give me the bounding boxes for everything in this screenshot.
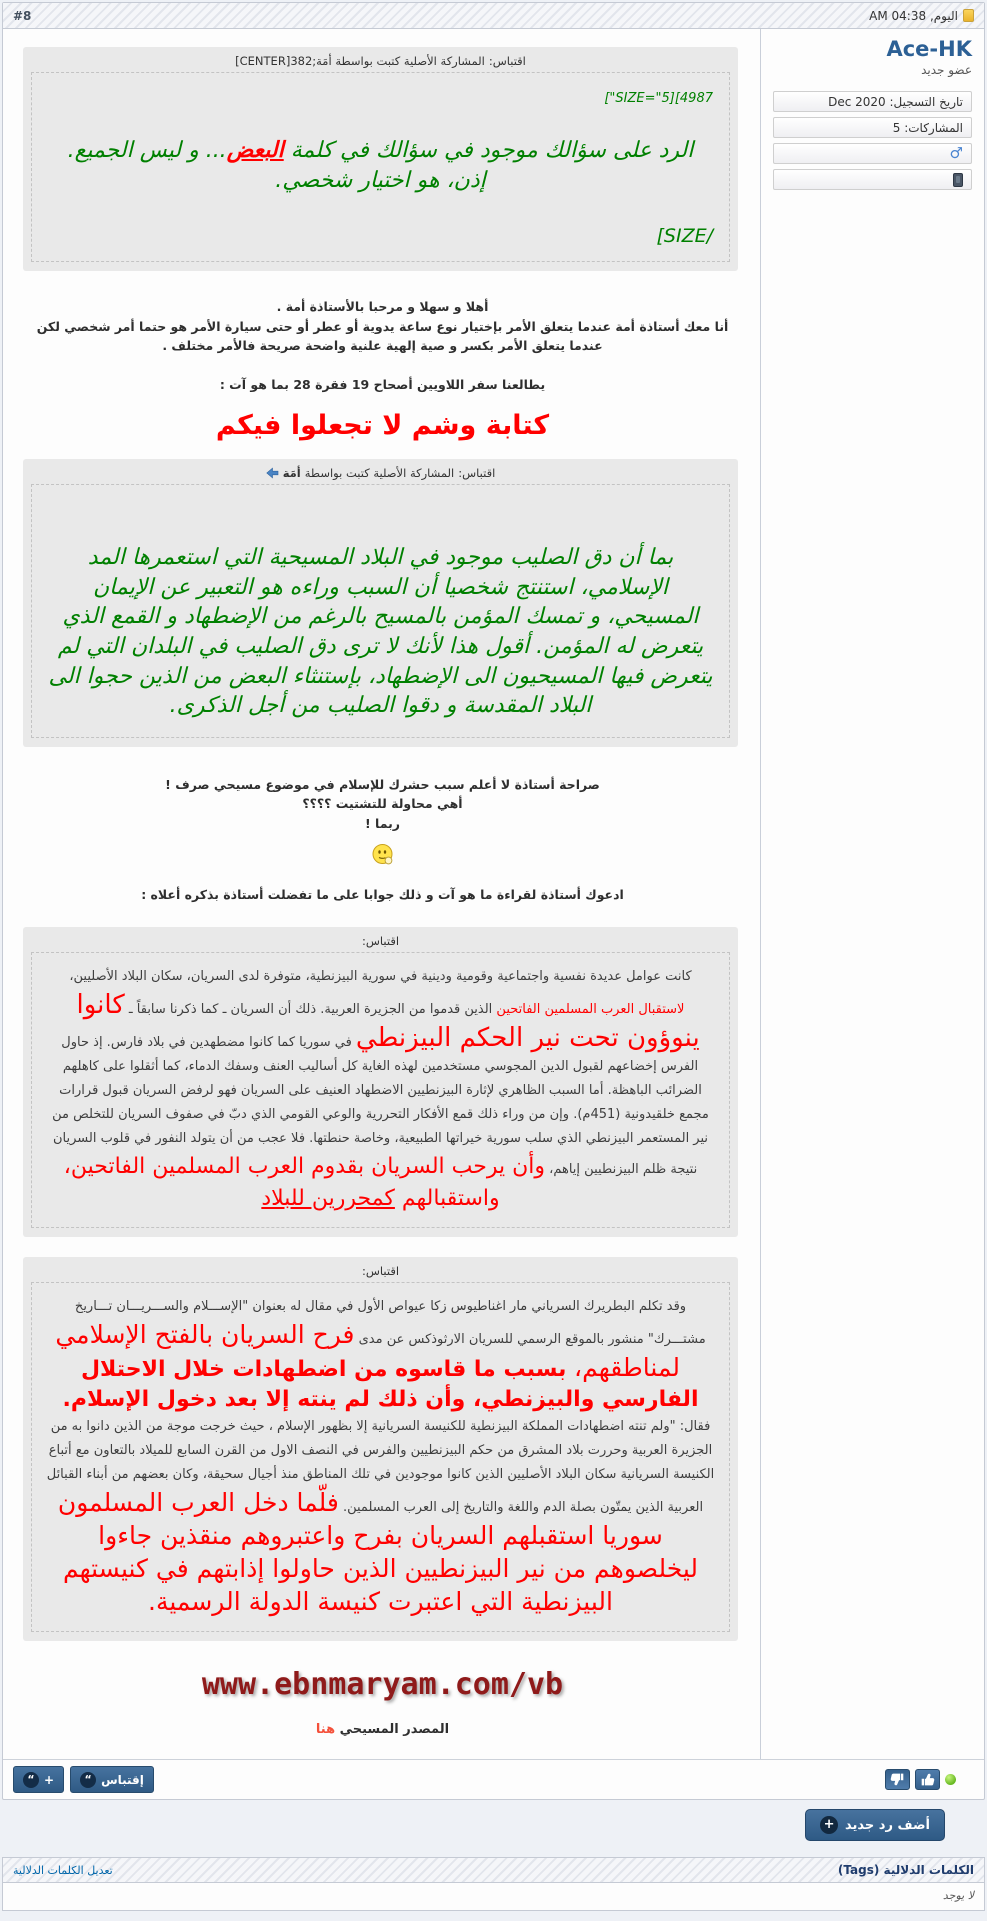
tags-section bbox=[2, 1857, 985, 1911]
tags-header-bar bbox=[3, 1858, 984, 1883]
quote-4-seg-1: وقد تكلم البطريرك السرياني مار اغناطيوس زكا عيواص الأول في مقال له بعنوان "الإســـلام والســـريـــان تـــاريخ مشتـــرك" منشور بالموقع الرسمي للسريان الارثوذكس عن مدى bbox=[74, 1298, 706, 1347]
quote-buttons bbox=[13, 1766, 154, 1793]
quote-4-title bbox=[31, 1261, 730, 1282]
bbcode-open-tag: ["SIZE="5][4987 bbox=[604, 91, 713, 106]
post-container bbox=[2, 2, 985, 1800]
quote-1-title bbox=[31, 51, 730, 72]
quote-4-seg-red-big: فرح السريان بالفتح الإسلامي لمناطقهم، bbox=[55, 1319, 681, 1382]
add-reply-button[interactable] bbox=[805, 1809, 945, 1841]
thumbs-up-button[interactable] bbox=[915, 1769, 940, 1790]
quote-4-seg-2: فقال: " bbox=[669, 1418, 711, 1434]
verse-text: كتابة وشم لا تجعلوا فيكم bbox=[215, 409, 550, 441]
quote-1-label: اقتباس: bbox=[488, 54, 526, 68]
thumbs-down-button[interactable] bbox=[885, 1769, 910, 1790]
post-header-bar bbox=[3, 3, 984, 29]
quote-2-label: اقتباس: bbox=[458, 465, 496, 480]
quote-4-body bbox=[31, 1282, 730, 1633]
post-row bbox=[3, 29, 984, 1759]
post-timestamp: اليوم, 04:38 AM bbox=[869, 8, 958, 23]
question-line-2: أهي محاولة للتشتيت ؟؟؟؟ bbox=[302, 796, 463, 812]
quote-1-text-pre: الرد على سؤالك موجود في سؤالك في كلمة bbox=[283, 138, 694, 163]
user-sidebar bbox=[760, 29, 984, 1759]
quote-2-text: بما أن دق الصليب موجود في البلاد المسيحية التي استعمرها المد الإسلامي، استنتج شخصيا أن السبب وراءه هو التعبير عن الإيمان المسيحي، و تمسك المؤمن بالمسيح بالرغم من الإضطهاد و القمع الذي يتعرض له المؤمن. أقول هذا لأنك لا ترى دق الصليب في البلدان التي لم يتعرض فيها المسيحيون الى الإضطهاد، بإستنثاء البعض من الذين حجوا الى البلاد المقدسة و دقوا الصليب من أجل الذكرى. bbox=[48, 544, 713, 719]
quote-3-seg-3: في سوريا كما كانوا مضطهدين في بلاد فارس. إذ حاول الفرس إخضاعهم لقبول الدين المجوسي مستخدمين لهذه الغاية كل أساليب العنف وسفك الدماء، كما أثقلوا على كاهلهم الضرائب الباهظة. أما السبب الظاهري لإثارة البيزنطيين الاضطهاد العنيف على السريان فهو لرفض السريان قبول قرارات مجمع خلقيدونية (451م). وإن من وراء ذلك قمع الأفكار التحررية والوعي القومي الذي دبّ في صفوف السريان للتخلص من نير المستعمر البيزنطي الذي سلب سورية خيراتها الطبيعية، وخاصة حنطتها. فلا عجب من أن يتولد النفور في قلوب السريان نتيجة ظلم البيزنطيين إياهم، bbox=[52, 1034, 709, 1177]
mobile-device-icon bbox=[953, 173, 963, 187]
quote-2-author: أمَة bbox=[282, 465, 301, 480]
quote-2-body bbox=[31, 484, 730, 738]
quote-1-header: المشاركة الأصلية كتبت بواسطة أمَة;382[CENTER] bbox=[235, 54, 485, 68]
quote-block-1 bbox=[23, 47, 738, 271]
post-foot bbox=[3, 1759, 984, 1799]
multi-quote-plus: + bbox=[44, 1772, 55, 1787]
quote-block-3 bbox=[23, 927, 738, 1237]
maybe-line: ربما ! bbox=[364, 815, 401, 831]
quote-3-seg-1: كانت عوامل عديدة نفسية واجتماعية وقومية ودينية في سورية البيزنطية، متوفرة لدى السريان، سكان البلاد الأصليين، bbox=[69, 968, 692, 984]
quote-3-body bbox=[31, 952, 730, 1228]
quote-reply-label: إقتباس bbox=[101, 1772, 144, 1787]
site-watermark: www.ebnmaryam.com/vb bbox=[201, 1667, 564, 1703]
quote-3-seg-red-2: وأن يرحب السريان بقدوم العرب المسلمين الفاتحين، واستقبالهم bbox=[63, 1153, 546, 1211]
quote-4-text bbox=[46, 1295, 715, 1620]
quote-2-title bbox=[31, 463, 730, 484]
reaction-icons bbox=[885, 1769, 956, 1790]
multi-quote-button[interactable] bbox=[13, 1766, 64, 1793]
post-status-icon bbox=[963, 9, 974, 22]
post-content bbox=[3, 29, 760, 1759]
quote-3-seg-red-big: كانوا ينوؤون تحت نير الحكم البيزنطي bbox=[76, 989, 700, 1053]
quote-2-header: المشاركة الأصلية كتبت بواسطة bbox=[304, 465, 455, 480]
user-posts-count: المشاركات: 5 bbox=[773, 117, 972, 138]
quote-1-body bbox=[31, 72, 730, 262]
male-gender-icon: ♂ bbox=[949, 144, 963, 162]
scripture-ref-line: يطالعنا سفر اللاويين أصحاح 19 فقرة 28 بما هو آت : bbox=[219, 376, 546, 392]
tags-title: الكلمات الدلالية (Tags) bbox=[837, 1863, 974, 1878]
quote-glyph-icon: “ bbox=[80, 1772, 96, 1788]
bbcode-close-tag: [SIZE/ bbox=[656, 225, 713, 248]
user-gender-box bbox=[773, 143, 972, 164]
quote-3-seg-2: الذين قدموا من الجزيرة العربية. ذلك أن السريان ـ كما ذكرنا سابقاً ـ bbox=[124, 1001, 497, 1017]
quote-1-text-post: ... و ليس الجميع. bbox=[67, 138, 227, 163]
post-number[interactable]: #8 bbox=[13, 8, 32, 23]
online-status-icon bbox=[945, 1774, 956, 1785]
thinking-smiley-icon bbox=[371, 843, 395, 871]
quote-1-text bbox=[46, 136, 715, 195]
quote-glyph-icon: “ bbox=[23, 1772, 39, 1788]
user-device-box bbox=[773, 169, 972, 190]
quote-4-seg-3: ولم تنته اضطهادات المملكة البيزنطية للكنيسة السريانية إلا بظهور الإسلام ، حيث خرجت موجة من الذين دانوا به من الجزيرة العربية وحررت بلاد المشرق من حكم البيزنطيين والفرس في النصف الاول من القرن السابع للميلاد بالتعاون مع أتباع الكنيسة السريانية سكان البلاد الأصليين الذين كانوا موجودين في تلك المناطق منذ أجيال سحيقة، وكان بعضهم من أبناء القبائل العربية الذين يمتّون بصلة الدم واللغة والتاريخ إلى العرب المسلمين. bbox=[46, 1418, 715, 1515]
invite-line: ادعوك أستاذة لقراءة ما هو آت و ذلك جوابا على ما تفضلت أستاذة بذكره أعلاه : bbox=[141, 887, 624, 903]
quote-3-seg-red: لاستقبال العرب المسلمين الفاتحين bbox=[496, 1001, 685, 1017]
quote-3-text bbox=[46, 965, 715, 1215]
quote-3-title bbox=[31, 931, 730, 952]
tags-empty-text: لا يوجد bbox=[3, 1883, 984, 1910]
agreement-line: أنا معك أستاذة أمة عندما يتعلق الأمر بإختيار نوع ساعة يدوية أو عطر أو حتى سيارة الأمر هو حتما أمر شخصي لكن عندما يتعلق الأمر بكسر و صية إلهية علنية واضحة صريحة فالأمر مختلف . bbox=[36, 318, 729, 354]
source-line bbox=[19, 1722, 746, 1737]
quote-block-2 bbox=[23, 459, 738, 747]
username-link[interactable]: Ace-HK bbox=[886, 37, 972, 61]
quote-3-label: اقتباس: bbox=[361, 933, 400, 948]
reply-text-2 bbox=[19, 775, 746, 905]
quote-4-label: اقتباس: bbox=[361, 1263, 400, 1278]
user-join-date: تاريخ التسجيل: Dec 2020 bbox=[773, 91, 972, 112]
plus-icon: + bbox=[820, 1816, 838, 1834]
quote-1-text-line2: إذن، هو اختيار شخصي. bbox=[275, 167, 486, 193]
source-label: المصدر المسيحي bbox=[335, 1722, 450, 1738]
quote-1-highlight: البعض bbox=[226, 138, 284, 163]
quote-3-seg-red-underline: كمحررين للبلاد bbox=[261, 1185, 395, 1211]
quote-block-4 bbox=[23, 1257, 738, 1642]
reply-text-1 bbox=[19, 297, 746, 441]
add-reply-row bbox=[2, 1800, 985, 1841]
quote-reply-button[interactable] bbox=[70, 1766, 154, 1793]
source-link[interactable]: هنا bbox=[315, 1722, 336, 1738]
user-title: عضو جديد bbox=[921, 63, 972, 77]
post-timestamp-group bbox=[869, 9, 974, 23]
question-line-1: صراحة أستاذة لا أعلم سبب حشرك للإسلام في موضوع مسيحي صرف ! bbox=[165, 777, 600, 792]
greeting-line: أهلا و سهلا و مرحبا بالأستاذة أمة . bbox=[276, 299, 489, 315]
quote-4-seg-red-final: فلّما دخل العرب المسلمون سوريا استقبلهم السريان بفرح واعتبروهم منقذين جاءوا ليخلصوهم من نير البيزنطيين الذين حاولوا إذابتهم في كنيستهم البيزنطية التي اعتبرت كنيسة الدولة الرسمية. bbox=[57, 1487, 699, 1617]
view-post-arrow-icon[interactable] bbox=[266, 467, 279, 479]
add-reply-label: أضف رد جديد bbox=[845, 1817, 930, 1833]
quote-4-seg-red-bold: بسبب ما قاسوه من اضطهادات خلال الاحتلال الفارسي والبيزنطي، وأن ذلك لم ينته إلا بعد دخول الإسلام. bbox=[62, 1356, 699, 1412]
edit-tags-link[interactable]: تعديل الكلمات الدلالية bbox=[13, 1863, 113, 1877]
